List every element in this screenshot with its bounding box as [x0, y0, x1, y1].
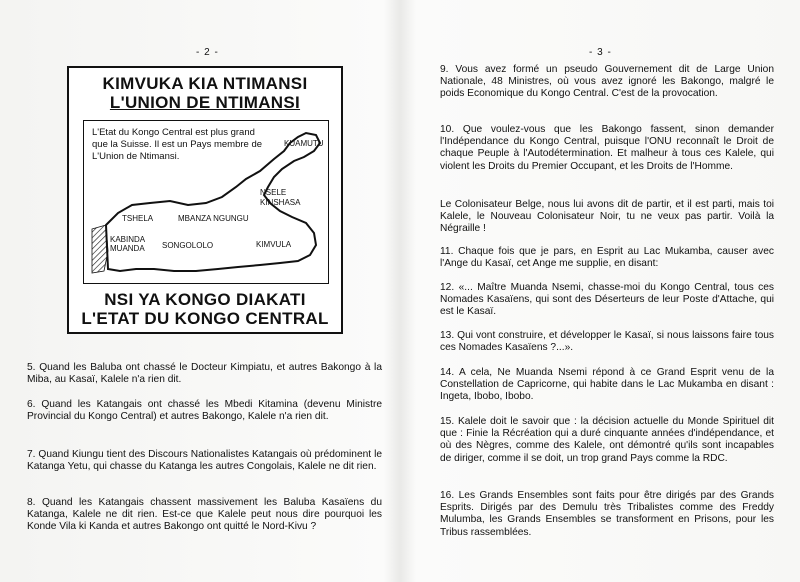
map-box [83, 120, 329, 284]
city-kimvula: KIMVULA [256, 240, 292, 249]
paragraph-5: 5. Quand les Baluba ont chassé le Docteur Kimpiatu, et autres Bakongo à la Miba, au Kasaï, Kalele n'a rien dit. [27, 362, 382, 386]
map-intro-text: L'Etat du Kongo Central est plus grand que la Suisse. Il est un Pays membre de L'Union de Ntimansi. [92, 127, 263, 162]
paragraph-13: 13. Qui vont construire, et développer le Kasaï, si nous laissons faire tous ces Nomades Kasaïens ?...». [440, 330, 774, 354]
paragraph-12: 12. «... Maître Muanda Nsemi, chasse-moi du Kongo Central, tous ces Nomades Kasaïens, qui sont des Déserteurs de leur Poste d'Attache, qui est le Kasaï. [440, 282, 774, 318]
paragraph-11: 11. Chaque fois que je pars, en Esprit au Lac Mukamba, causer avec l'Ange du Kasaï, cet Ange me supplie, en disant: [440, 246, 774, 270]
title-box [67, 66, 343, 334]
right-page [402, 0, 800, 582]
page-number: - 2 - [196, 47, 219, 58]
paragraph-14: 14. A cela, Ne Muanda Nsemi répond à ce Grand Esprit venu de la Constellation de Capricorne, qui habite dans le Lac Mukamba en disant : Ingeta, Ibobo, Ibobo. [440, 367, 774, 403]
title-bottom [69, 290, 341, 328]
paragraph-8: 8. Quand les Katangais chassent massivement les Baluba Kasaïens du Katanga, Kalele ne dit rien. Est-ce que Kalele peut nous dire pourquoi les Konde Vila ki Kanda et autres Bakongo ont quitté le Nord-Kivu ? [27, 497, 382, 533]
paragraph-6: 6. Quand les Katangais ont chassé les Mbedi Kitamina (devenu Ministre Provincial du Kongo Central) et autres Bakongo, Kalele n'a rien dit. [27, 399, 382, 423]
paragraph-10: 10. Que voulez-vous que les Bakongo fassent, sinon demander l'Indépendance du Kongo Central, puisque l'ONU reconnaît le Droit de chaque Peuple à l'Autodétermination. Et malheur à tous ces Kalele, qui violent les Droits du Premier Occupant, et les Droits de l'Homme. [440, 124, 774, 172]
kongo-central-map [84, 121, 328, 283]
left-page [0, 0, 398, 582]
title-top [69, 74, 341, 112]
city-tshela: TSHELA [122, 214, 154, 223]
city-muanda: MUANDA [110, 244, 145, 253]
paragraph-9: 9. Vous avez formé un pseudo Gouvernement dit de Large Union Nationale, 48 Ministres, où vous avez ignoré les Bakongo, malgré le poids Economique du Kongo Central. C'est de la provocation. [440, 64, 774, 100]
title-bottom-line1: NSI YA KONGO DIAKATI [104, 290, 306, 309]
paragraph-7: 7. Quand Kiungu tient des Discours Nationalistes Katangais où prédominent le Katanga Yetu, qui chasse du Katanga les autres Congolais, Kalele ne dit rien. [27, 449, 382, 473]
paragraph-colonisateur: Le Colonisateur Belge, nous lui avons dit de partir, et il est parti, mais toi Kalele, le Nouveau Colonisateur Noir, tu ne veux pas partir. Voilà la Négraille ! [440, 199, 774, 235]
paragraph-15: 15. Kalele doit le savoir que : la décision actuelle du Monde Spirituel dit que : Finie la Récréation qui a duré cinquante années d'indépendance, et où des Nègres, comme des Kalele, ont démontré qu'ils sont incapables de diriger, comme il se doit, un trop grand Pays comme la RDC. [440, 416, 774, 464]
title-top-line1: KIMVUKA KIA NTIMANSI [102, 74, 308, 93]
city-songololo: SONGOLOLO [162, 241, 214, 250]
city-kabinda: KABINDA [110, 235, 146, 244]
city-nsele: NSELE [260, 188, 287, 197]
city-kuamutu: KUAMUTU [284, 139, 324, 148]
city-mbanza-ngungu: MBANZA NGUNGU [178, 214, 249, 223]
title-top-line2: L'UNION DE NTIMANSI [109, 93, 301, 112]
city-kinshasa: KINSHASA [260, 198, 301, 207]
page-number: - 3 - [589, 47, 612, 58]
paragraph-16: 16. Les Grands Ensembles sont faits pour être dirigés par des Grands Esprits. Dirigés par des Demulu très Tribalistes comme des Freddy Mulumba, les Grands Ensembles se transforment en Prisons, pour les Tribus rassemblées. [440, 490, 774, 538]
title-bottom-line2: L'ETAT DU KONGO CENTRAL [81, 309, 329, 328]
